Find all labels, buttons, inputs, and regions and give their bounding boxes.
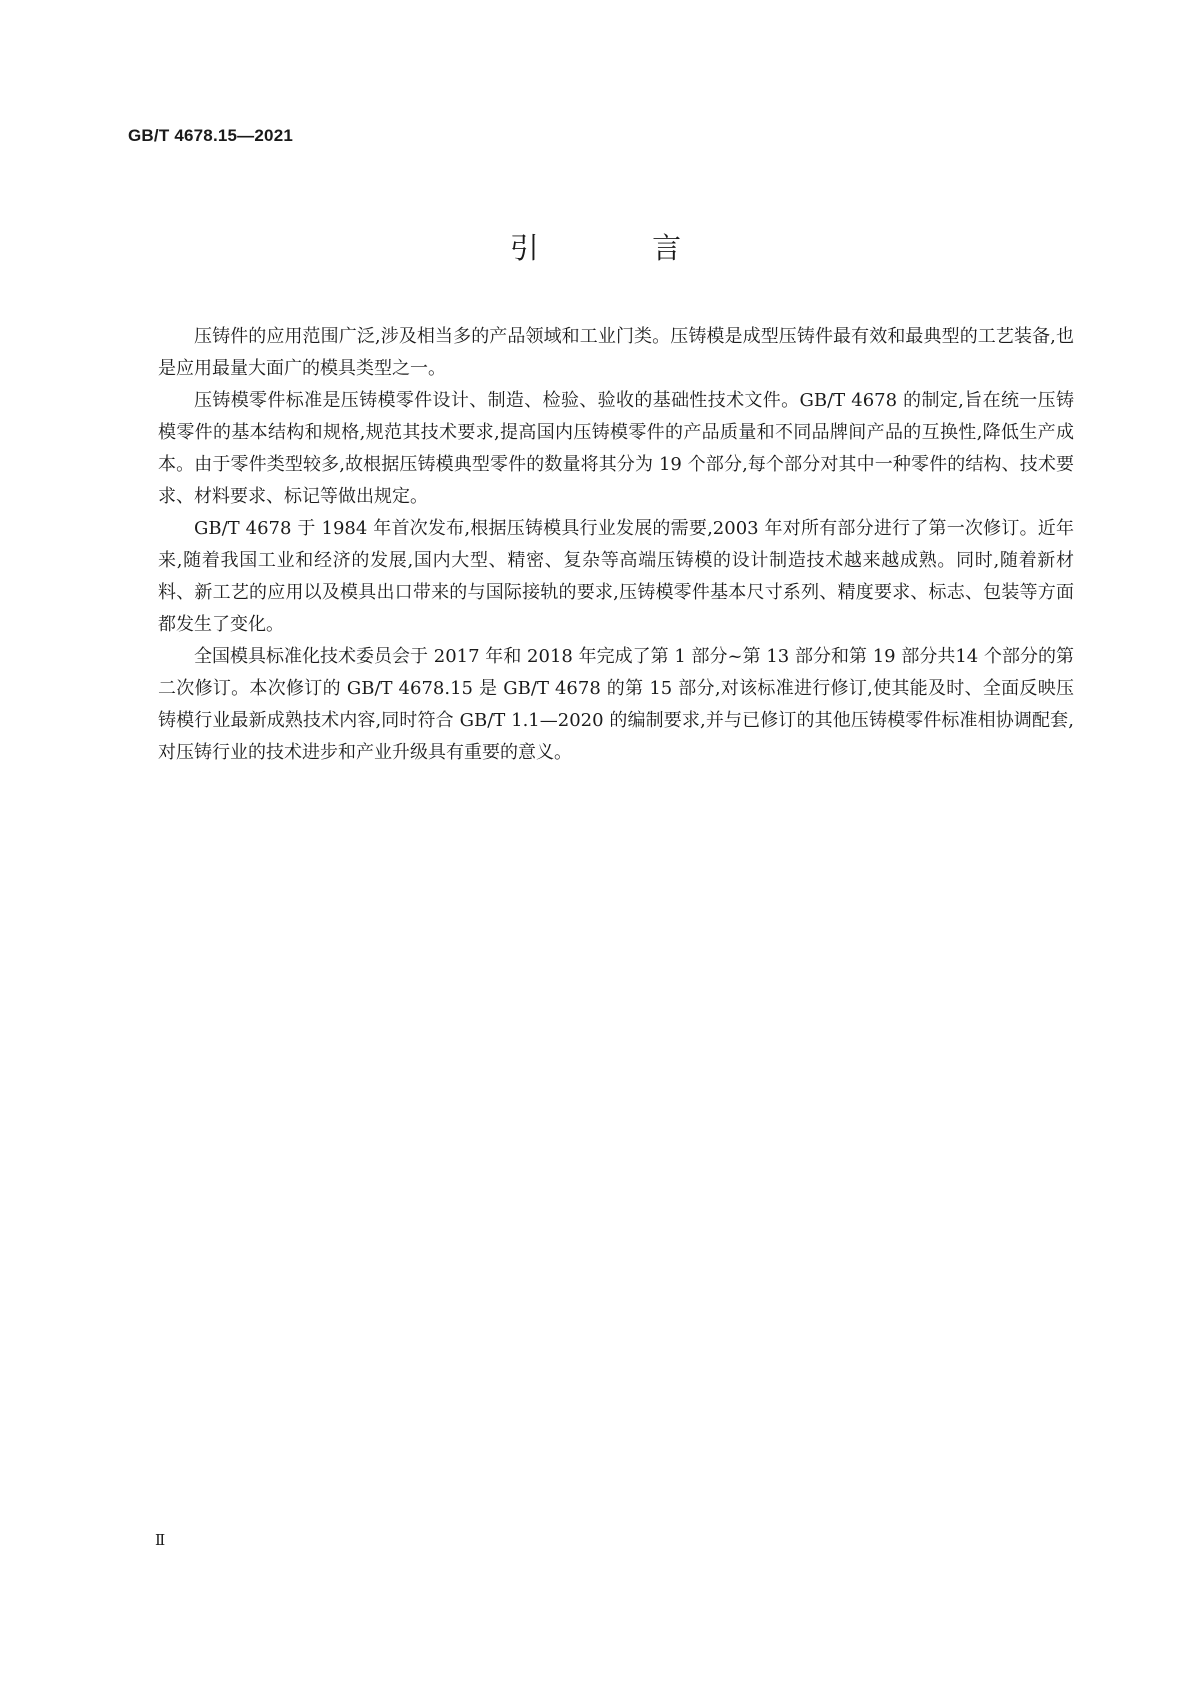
page-title: 引 言 [509,231,734,265]
paragraph-1: 压铸件的应用范围广泛,涉及相当多的产品领域和工业门类。压铸模是成型压铸件最有效和最典型的工艺装备,也是应用最量大面广的模具类型之一。 [158,326,1074,379]
page-number: Ⅱ [155,1531,166,1549]
paragraph-2: 压铸模零件标准是压铸模零件设计、制造、检验、验收的基础性技术文件。GB/T 4678 的制定,旨在统一压铸模零件的基本结构和规格,规范其技术要求,提高国内压铸模零件的产品质量和不同品牌间产品的互换性,降低生产成本。由于零件类型较多,故根据压铸模典型零件的数量将其分为 19 个部分,每个部分对其中一种零件的结构、技术要求、材料要求、标记等做出规定。 [158,390,1074,507]
introduction-body [158,321,1074,769]
paragraph-3: GB/T 4678 于 1984 年首次发布,根据压铸模具行业发展的需要,2003 年对所有部分进行了第一次修订。近年来,随着我国工业和经济的发展,国内大型、精密、复杂等高端压铸模的设计制造技术越来越成熟。同时,随着新材料、新工艺的应用以及模具出口带来的与国际接轨的要求,压铸模零件基本尺寸系列、精度要求、标志、包装等方面都发生了变化。 [158,518,1074,635]
paragraph-4: 全国模具标准化技术委员会于 2017 年和 2018 年完成了第 1 部分~第 13 部分和第 19 部分共14 个部分的第二次修订。本次修订的 GB/T 4678.15 是 GB/T 4678 的第 15 部分,对该标准进行修订,使其能及时、全面反映压铸模行业最新成熟技术内容,同时符合 GB/T 1.1—2020 的编制要求,并与已修订的其他压铸模零件标准相协调配套,对压铸行业的技术进步和产业升级具有重要的意义。 [158,646,1074,763]
standard-number: GB/T 4678.15—2021 [128,126,293,145]
